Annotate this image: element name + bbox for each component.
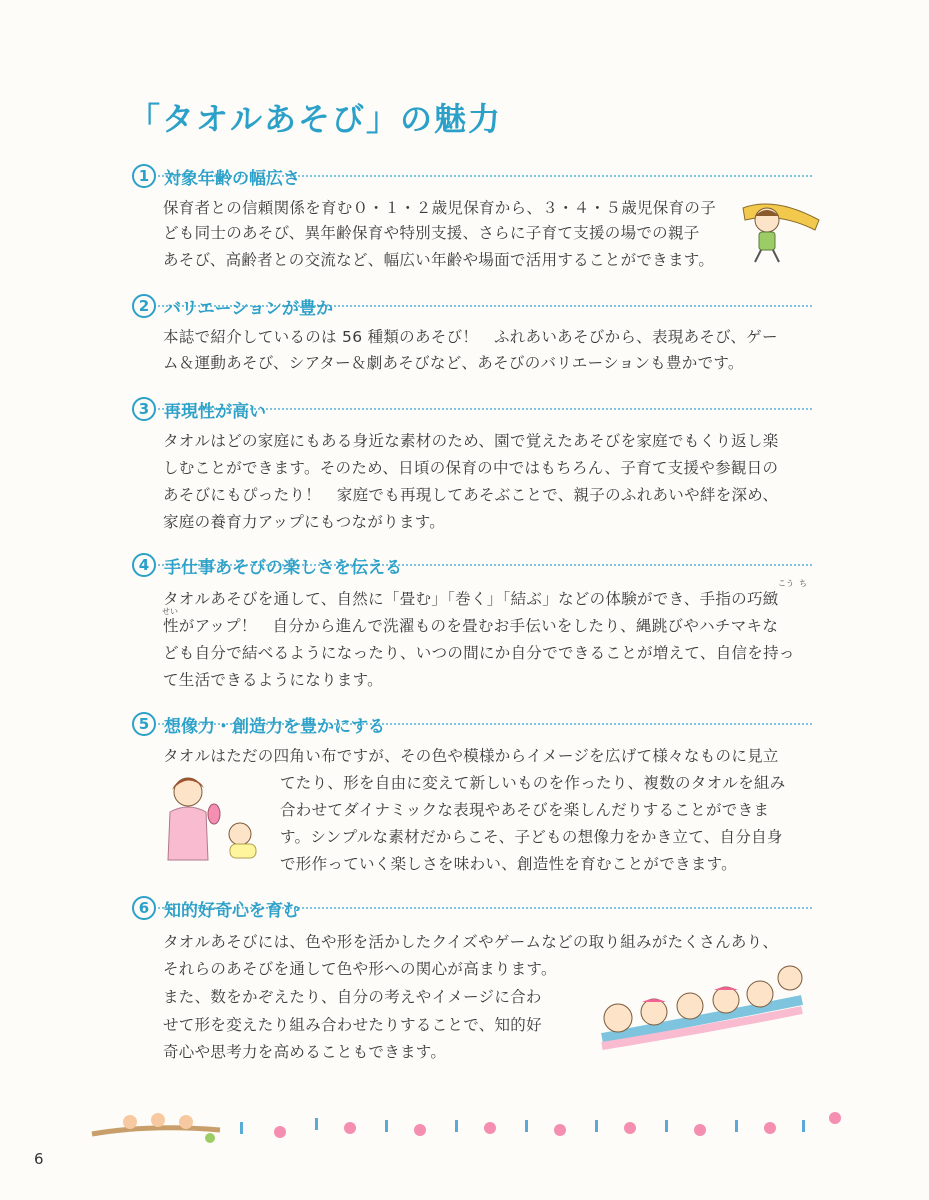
body-line: あそび、高齢者との交流など、幅広い年齢や場面で活用することができます。 [163, 251, 715, 269]
body-line: しむことができます。そのため、日頃の保育の中ではもちろん、子育て支援や参観日の [163, 459, 779, 477]
children-train-illustration [592, 948, 812, 1066]
body-line: す。シンプルな素材だからこそ、子どもの想像力をかき立て、自分自身 [280, 828, 783, 846]
body-line: て生活できるようになります。 [163, 671, 383, 689]
section-3 [132, 395, 812, 423]
body-line: ども自分で結べるようになったり、いつの間にか自分でできることが増えて、自信を持っ [163, 644, 795, 662]
body-line: 奇心や思考力を高めることもできます。 [163, 1043, 447, 1061]
ruby-ko: こう [778, 579, 794, 588]
body-line: また、数をかぞえたり、自分の考えやイメージに合わ [163, 988, 542, 1006]
body-line: 合わせてダイナミックな表現やあそびを楽しんだりすることができま [280, 801, 770, 819]
body-line: タオルあそびには、色や形を活かしたクイズやゲームなどの取り組みがたくさんあり、 [163, 933, 779, 951]
section-title: 想像力・創造力を豊かにする [164, 716, 385, 737]
ruby-sei: せい [162, 607, 178, 616]
section-4 [132, 551, 812, 579]
ruby-chi: ち [799, 579, 807, 588]
section-title: 知的好奇心を育む [164, 900, 300, 921]
section-number: 3 [132, 397, 156, 421]
section-title: 対象年齢の幅広さ [164, 168, 300, 189]
body-line: 家庭の養育力アップにもつながります。 [163, 513, 446, 531]
section-title: 再現性が高い [164, 401, 266, 422]
body-line: タオルあそびを通して、自然に「畳む」「巻く」「結ぶ」などの体験ができ、手指の巧緻 [163, 590, 779, 608]
section-number: 4 [132, 553, 156, 577]
section-2 [132, 292, 812, 320]
page-number: 6 [34, 1150, 44, 1168]
body-line: タオルはどの家庭にもある身近な素材のため、園で覚えたあそびを家庭でもくり返し楽 [163, 432, 779, 450]
caregiver-and-baby-illustration [160, 768, 275, 868]
section-5 [132, 710, 812, 738]
body-line: ども同士のあそび、異年齢保育や特別支援、さらに子育て支援の場での親子 [163, 224, 700, 242]
body-line: 性がアップ！ 自分から進んで洗濯ものを畳むお手伝いをしたり、縄跳びやハチマキな [163, 617, 779, 635]
body-line: 保育者との信頼関係を育む０・１・２歳児保育から、３・４・５歳児保育の子 [163, 199, 717, 217]
body-line: で形作っていく楽しさを味わい、創造性を育むことができます。 [280, 855, 737, 873]
section-6 [132, 894, 812, 922]
body-line: 本誌で紹介しているのは 56 種類のあそび！ ふれあいあそびから、表現あそび、ゲー [163, 328, 778, 346]
section-number: 1 [132, 164, 156, 188]
section-1 [132, 162, 812, 190]
body-line: てたり、形を自由に変えて新しいものを作ったり、複数のタオルを組み [280, 774, 786, 792]
body-line: あそびにもぴったり！ 家庭でも再現してあそぶことで、親子のふれあいや絆を深め、 [163, 486, 779, 504]
footer-decoration [90, 1100, 850, 1150]
body-line: ム＆運動あそび、シアター＆劇あそびなど、あそびのバリエーションも豊かです。 [163, 354, 744, 372]
section-title: 手仕事あそびの楽しさを伝える [164, 557, 402, 578]
child-with-towel-illustration [735, 190, 825, 270]
body-line: それらのあそびを通して色や形への関心が高まります。 [163, 960, 557, 978]
body-line: せて形を変えたり組み合わせたりすることで、知的好 [163, 1016, 542, 1034]
section-title: バリエーションが豊か [164, 298, 333, 319]
section-number: 5 [132, 712, 156, 736]
section-number: 6 [132, 896, 156, 920]
page-title: 「タオルあそび」の魅力 [128, 100, 503, 138]
body-line: タオルはただの四角い布ですが、その色や模様からイメージを広げて様々なものに見立 [163, 747, 779, 765]
section-number: 2 [132, 294, 156, 318]
